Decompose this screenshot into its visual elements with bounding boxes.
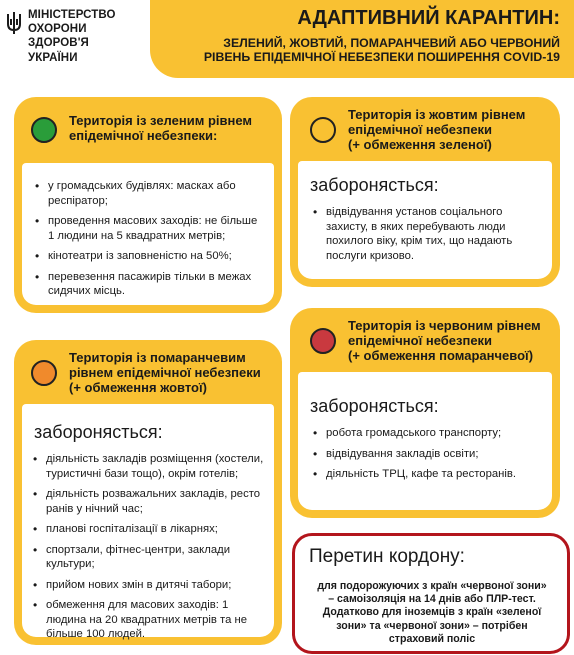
- body-line: – самоізоляція на 14 днів або ПЛР-тест.: [328, 593, 536, 606]
- body-line: для подорожуючих з країн «червоної зони»: [317, 580, 547, 592]
- orange-zone-list: [30, 452, 266, 648]
- forbidden-label: заборонясться:: [310, 396, 439, 416]
- body-line: зони» та «червоної зони» – потрібен: [336, 619, 528, 632]
- list-item: • у громадських будівлях: масках або респіратор;: [32, 179, 266, 208]
- orange-zone-body: [22, 404, 274, 640]
- ministry-line: ЗДОРОВ'Я: [28, 37, 89, 50]
- red-zone-body: [298, 372, 552, 510]
- list-item: • перевезення пасажирів тільки в межах сидячих місць.: [32, 270, 266, 299]
- heading-line: епідемічної небезпеки: [348, 122, 493, 137]
- border-crossing-title: Перетин кордону:: [309, 546, 465, 567]
- orange-circle-icon: [31, 360, 57, 386]
- list-item: • планові госпіталізації в лікарнях;: [30, 522, 266, 537]
- list-item: • проведення масових заходів: не більше 1 людини на 5 квадратних метрів;: [32, 214, 266, 243]
- ministry-logo: [4, 6, 154, 76]
- heading-line: Територія із зеленим рівнем: [69, 113, 253, 128]
- yellow-zone-list: [310, 205, 544, 269]
- list-item: • діяльність закладів розміщення (хостели, туристичні бази тощо), окрім готелів;: [30, 452, 266, 481]
- trident-icon: [4, 10, 24, 36]
- forbidden-label: заборонясться:: [310, 175, 439, 195]
- green-circle-icon: [31, 117, 57, 143]
- orange-zone-heading: [69, 350, 261, 395]
- heading-line: (+ обмеження помаранчевої): [348, 348, 534, 363]
- green-zone-heading: [69, 113, 252, 143]
- red-circle-icon: [310, 328, 336, 354]
- yellow-zone-body: [298, 161, 552, 279]
- list-item: • прийом нових змін в дитячі табори;: [30, 578, 266, 593]
- heading-line: епідемічної небезпеки: [348, 333, 493, 348]
- red-zone-list: [310, 426, 544, 488]
- ministry-name: [28, 8, 116, 65]
- list-item: • кінотеатри із заповненістю на 50%;: [32, 249, 266, 264]
- heading-line: епідемічної небезпеки:: [69, 128, 218, 143]
- list-item: • спортзали, фітнес-центри, заклади культури;: [30, 543, 266, 572]
- orange-zone-card: [14, 340, 282, 645]
- heading-line: (+ обмеження жовтої): [69, 380, 207, 395]
- heading-line: рівнем епідемічної небезпеки: [69, 365, 261, 380]
- body-line: Додатково для іноземців з країн «зеленої: [322, 606, 542, 619]
- page-title: АДАПТИВНИЙ КАРАНТИН:: [297, 7, 560, 29]
- heading-line: Територія із жовтим рівнем: [348, 107, 526, 122]
- forbidden-label: заборонясться:: [34, 422, 163, 442]
- ministry-line: МІНІСТЕРСТВО: [28, 9, 116, 21]
- list-item: • відвідування установ соціального захисту, в яких перебувають люди похилого віку, крім тих, що надають послуги кризово.: [310, 205, 544, 263]
- list-item: • відвідування закладів освіти;: [310, 447, 544, 462]
- list-item: • робота громадського транспорту;: [310, 426, 544, 441]
- red-zone-heading: [348, 318, 541, 363]
- yellow-zone-heading: [348, 107, 525, 152]
- heading-line: (+ обмеження зеленої): [348, 137, 492, 152]
- list-item: • обмеження для масових заходів: 1 людина на 20 квадратних метрів та не більше 100 людей.: [30, 598, 266, 642]
- body-line: страховий поліс: [388, 632, 476, 645]
- header-banner: [150, 0, 574, 78]
- ministry-line: УКРАЇНИ: [28, 51, 78, 64]
- ministry-line: ОХОРОНИ: [28, 23, 87, 36]
- yellow-zone-card: [290, 97, 560, 287]
- border-crossing-body: [307, 580, 557, 646]
- yellow-circle-icon: [310, 117, 336, 143]
- subtitle-line: РІВЕНЬ ЕПІДЕМІЧНОЇ НЕБЕЗПЕКИ ПОШИРЕННЯ COVID-19: [203, 50, 560, 64]
- red-zone-card: [290, 308, 560, 518]
- list-item: • діяльність розважальних закладів, ресто ранів у нічний час;: [30, 487, 266, 516]
- border-crossing-card: [292, 533, 570, 654]
- green-zone-card: [14, 97, 282, 313]
- subtitle-line: ЗЕЛЕНИЙ, ЖОВТИЙ, ПОМАРАНЧЕВИЙ АБО ЧЕРВОНИЙ: [223, 36, 560, 50]
- list-item: • діяльність ТРЦ, кафе та ресторанів.: [310, 467, 544, 482]
- page-subtitle: [150, 36, 560, 64]
- green-zone-list: [32, 179, 266, 305]
- heading-line: Територія із червоним рівнем: [348, 318, 541, 333]
- green-zone-body: [22, 163, 274, 305]
- heading-line: Територія із помаранчевим: [69, 350, 246, 365]
